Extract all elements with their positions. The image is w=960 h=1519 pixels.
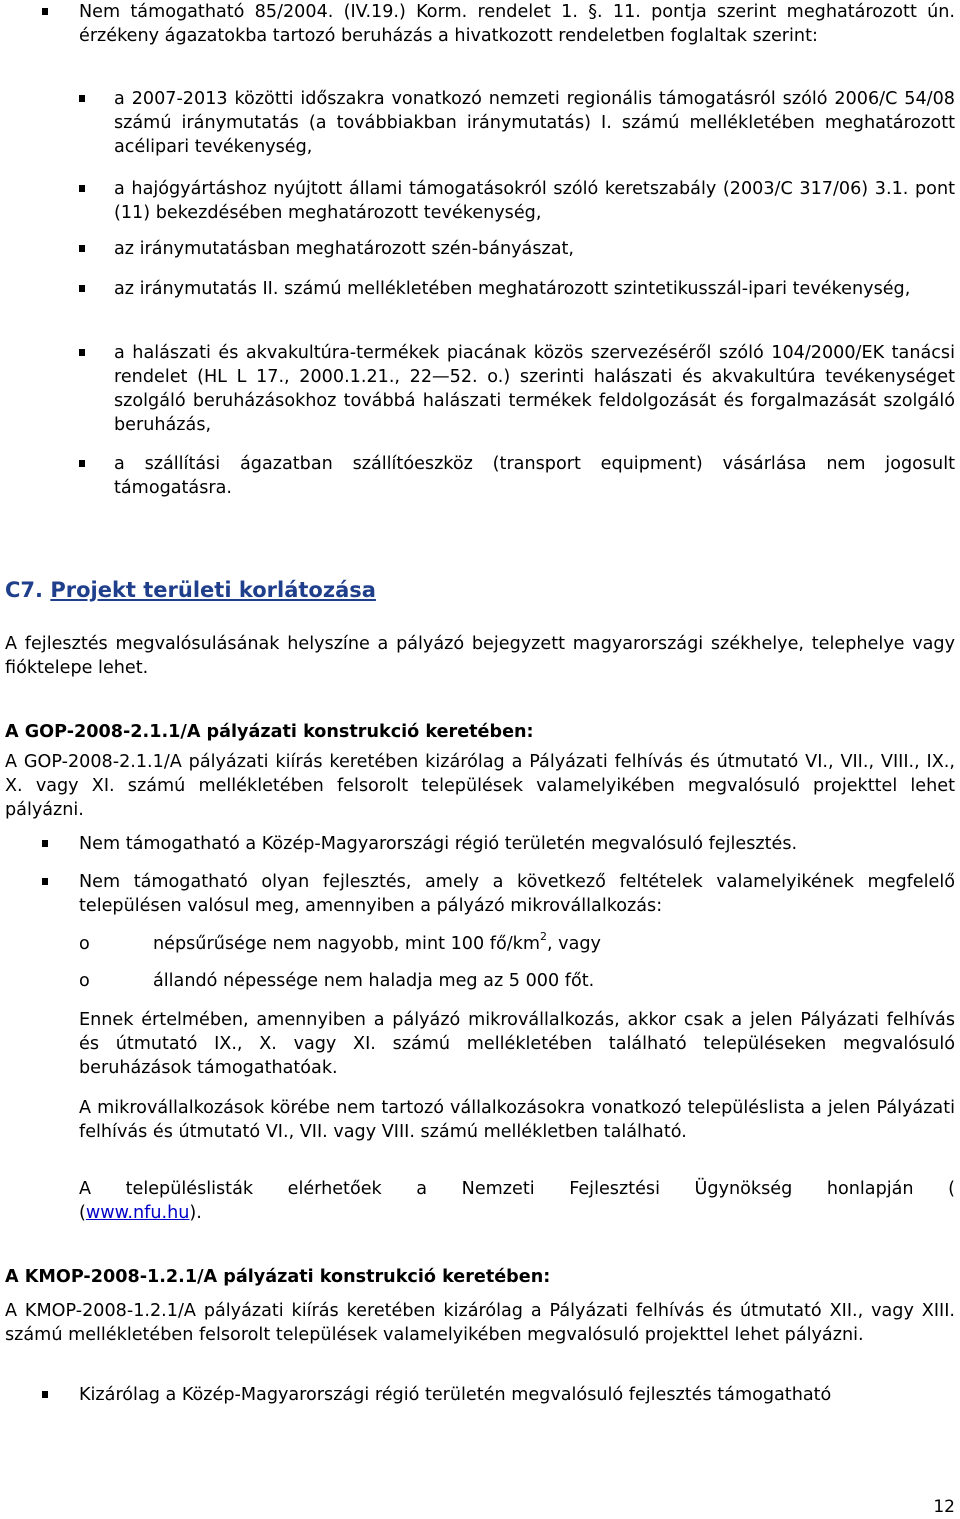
gop-paragraph-4: A településlisták elérhetőek a Nemzeti Fejlesztési Ügynökség honlapján ( <box>79 1179 955 1199</box>
circle-bullet-icon: o <box>79 971 90 991</box>
circle-bullet-icon: o <box>79 934 90 954</box>
section-number: C7. <box>5 578 44 602</box>
sub-list-item <box>0 177 955 225</box>
square-bullet-icon <box>42 840 48 847</box>
gop-paragraph-4-end: (www.nfu.hu). <box>79 1203 202 1223</box>
square-bullet-icon <box>79 460 85 467</box>
sub-list-item <box>0 932 955 956</box>
list-item-text: Nem támogatható a Közép-Magyarországi régió területén megvalósuló fejlesztés. <box>79 834 798 854</box>
square-bullet-icon <box>79 349 85 356</box>
square-bullet-icon <box>42 1391 48 1398</box>
sub-list-item <box>0 237 955 261</box>
gop-heading: A GOP-2008-2.1.1/A pályázati konstrukció keretében: <box>5 722 534 742</box>
sub-list-item <box>0 969 955 993</box>
sub-list-item-text: az iránymutatásban meghatározott szén-bányászat, <box>114 239 575 259</box>
square-bullet-icon <box>42 8 48 15</box>
square-bullet-icon <box>79 95 85 102</box>
square-bullet-icon <box>79 185 85 192</box>
list-item <box>0 1383 955 1407</box>
sub-list-item-text: népsűrűsége nem nagyobb, mint 100 $fő/km^2$, vagy <box>153 930 601 954</box>
sub-list-item <box>0 341 955 437</box>
kmop-paragraph: A KMOP-2008-1.2.1/A pályázati kiírás keretében kizárólag a Pályázati felhívás és útmutató XII., vagy XIII. számú mellékletében felsorolt települések valamelyikében megvalósuló projekttel lehet pályázni. <box>5 1301 955 1345</box>
gop-paragraph-2: Ennek értelmében, amennyiben a pályázó mikrovállalkozás, akkor csak a jelen Pályázati felhívás és útmutató IX., X. vagy XI. számú mellékletében található településeken megvalósuló beruházások támogathatóak. <box>79 1010 955 1078</box>
sub-list-item-text: az iránymutatás II. számú mellékletében meghatározott szintetikusszál-ipari tevékenység, <box>114 279 911 299</box>
square-bullet-icon <box>42 878 48 885</box>
nfu-link[interactable]: www.nfu.hu <box>85 1203 190 1223</box>
sub-list-item <box>0 277 955 301</box>
list-item-text: Nem támogatható olyan fejlesztés, amely a következő feltételek valamelyikének megfelelő településen valósul meg, amennyiben a pályázó mikrovállalkozás: <box>79 872 955 916</box>
sub-list-item <box>0 87 955 159</box>
section-heading <box>5 578 376 602</box>
section-intro: A fejlesztés megvalósulásának helyszíne a pályázó bejegyzett magyarországi székhelye, telephelye vagy fióktelepe lehet. <box>5 634 955 678</box>
square-bullet-icon <box>79 285 85 292</box>
list-item <box>0 870 955 918</box>
page-number: 12 <box>933 1497 955 1517</box>
gop-paragraph-3: A mikrovállalkozások körébe nem tartozó vállalkozásokra vonatkozó településlista a jelen Pályázati felhívás és útmutató VI., VII. vagy VIII. számú mellékletben található. <box>79 1098 955 1142</box>
kmop-heading: A KMOP-2008-1.2.1/A pályázati konstrukció keretében: <box>5 1267 551 1287</box>
sub-list-item-text: a hajógyártáshoz nyújtott állami támogatásokról szóló keretszabály (2003/C 317/06) 3.1. pont (11) bekezdésében meghatározott tevékenység, <box>114 179 955 223</box>
sub-list-item <box>0 452 955 500</box>
sub-list-item-text: állandó népessége nem haladja meg az 5 000 főt. <box>153 971 595 991</box>
list-item-text: Nem támogatható 85/2004. (IV.19.) Korm. rendelet 1. §. 11. pontja szerint meghatározott ún. érzékeny ágazatokba tartozó beruházás a hivatkozott rendeletben foglaltak szerint: <box>79 2 955 46</box>
gop-paragraph: A GOP-2008-2.1.1/A pályázati kiírás keretében kizárólag a Pályázati felhívás és útmutató VI., VII., VIII., IX., X. vagy XI. számú mellékletében felsorolt települések valamelyikében megvalósuló projekttel lehet pályázni. <box>5 752 955 820</box>
list-item <box>0 0 955 48</box>
list-item-text: Kizárólag a Közép-Magyarországi régió területén megvalósuló fejlesztés támogatható <box>79 1385 832 1405</box>
list-item <box>0 832 955 856</box>
superscript: 2 <box>539 930 547 944</box>
sub-list-item-text: a 2007-2013 közötti időszakra vonatkozó nemzeti regionális támogatásról szóló 2006/C 54/08 számú iránymutatás (a továbbiakban iránymutatás) I. számú mellékletében meghatározott acélipari tevékenység, <box>114 89 955 157</box>
sub-list-item-text: a halászati és akvakultúra-termékek piacának közös szervezéséről szóló 104/2000/EK tanácsi rendelet (HL L 17., 2000.1.21., 22—52. o.) szerinti halászati és akvakultúra tevékenységet szolgáló beruházásokhoz továbbá halászati termékek feldolgozását és forgalmazását szolgáló beruházás, <box>114 343 955 435</box>
square-bullet-icon <box>79 245 85 252</box>
section-title: Projekt területi korlátozása <box>50 578 376 602</box>
sub-list-item-text: a szállítási ágazatban szállítóeszköz (transport equipment) vásárlása nem jogosult támogatásra. <box>114 454 955 498</box>
